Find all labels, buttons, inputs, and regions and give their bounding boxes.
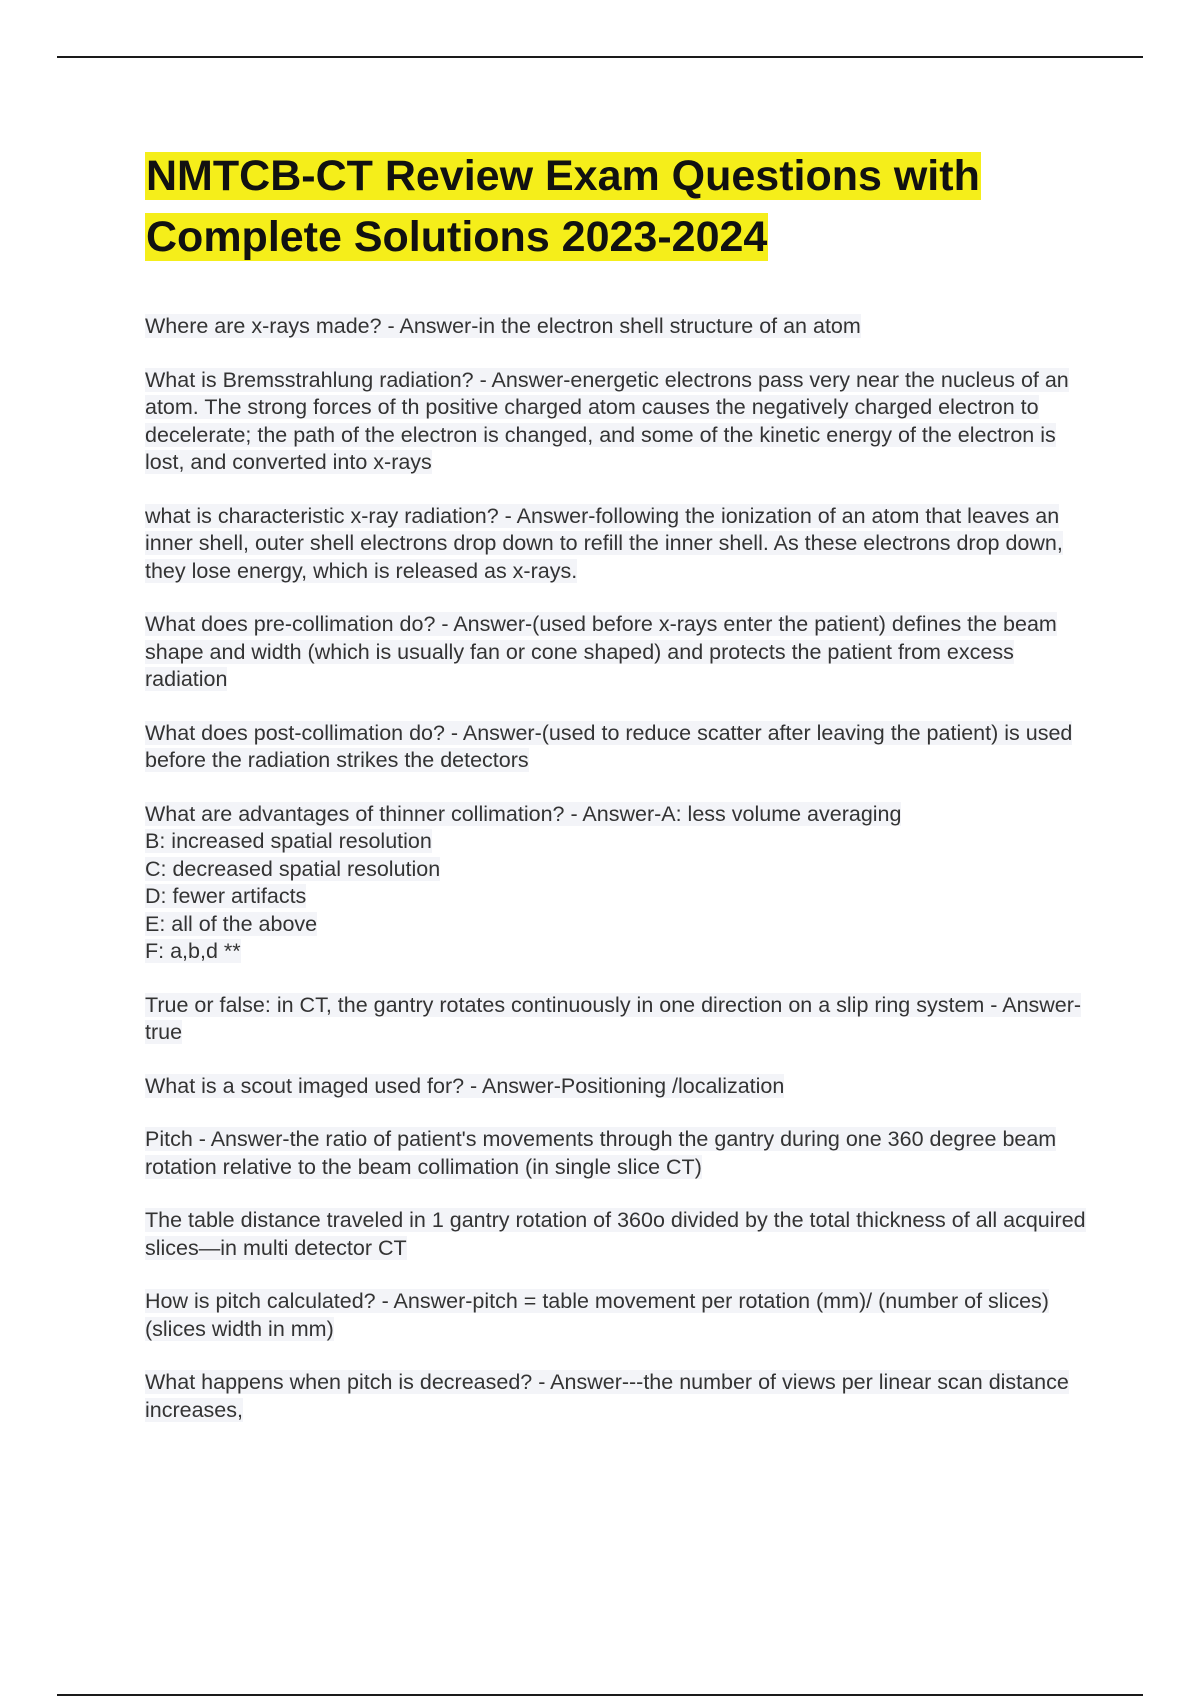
qa-item-4: What does pre-collimation do? - Answer-(used before x-rays enter the patient) defines the beam shape and width (which is usually fan or cone shaped) and protects the patient from excess radiation [145, 612, 1057, 691]
qa-item-7: True or false: in CT, the gantry rotates continuously in one direction on a slip ring system - Answer-true [145, 992, 1082, 1044]
choice-line: C: decreased spatial resolution [145, 856, 441, 881]
document-title [145, 146, 1090, 268]
qa-item-6-multiple-choice [145, 801, 1090, 966]
qa-item-3: what is characteristic x-ray radiation? - Answer-following the ionization of an atom that leaves an inner shell, outer shell electrons drop down to refill the inner shell. As these electrons drop down, they lose energy, which is released as x-rays. [145, 503, 1063, 583]
document-title-text: NMTCB-CT Review Exam Questions with Complete Solutions 2023-2024 [146, 152, 980, 261]
choice-line: B: increased spatial resolution [145, 829, 432, 853]
choice-line: F: a,b,d ** [145, 939, 241, 963]
document-body [145, 146, 1090, 1450]
choice-line: What are advantages of thinner collimation? - Answer-A: less volume averaging [145, 801, 902, 826]
bottom-rule [57, 1694, 1143, 1696]
qa-item-11: How is pitch calculated? - Answer-pitch = table movement per rotation (mm)/ (number of slices)(slices width in mm) [145, 1289, 1049, 1341]
qa-item-2: What is Bremsstrahlung radiation? - Answer-energetic electrons pass very near the nucleus of an atom. The strong forces of th positive charged atom causes the negatively charged electron to decelerate; the path of the electron is changed, and some of the kinetic energy of the electron is lost, and converted into x-rays [145, 367, 1069, 474]
qa-item-12: What happens when pitch is decreased? - Answer---the number of views per linear scan distance increases, [145, 1370, 1069, 1422]
qa-item-1: Where are x-rays made? - Answer-in the electron shell structure of an atom [145, 314, 861, 338]
choice-line: E: all of the above [145, 911, 318, 936]
top-rule [57, 56, 1143, 58]
qa-item-9: Pitch - Answer-the ratio of patient's movements through the gantry during one 360 degree beam rotation relative to the beam collimation (in single slice CT) [145, 1127, 1057, 1179]
qa-item-8: What is a scout imaged used for? - Answer-Positioning /localization [145, 1073, 785, 1098]
choice-line: D: fewer artifacts [145, 884, 307, 908]
qa-item-10: The table distance traveled in 1 gantry rotation of 360o divided by the total thickness of all acquired slices—in multi detector CT [145, 1208, 1086, 1260]
qa-item-5: What does post-collimation do? - Answer-(used to reduce scatter after leaving the patient) is used before the radiation strikes the detectors [145, 720, 1073, 772]
